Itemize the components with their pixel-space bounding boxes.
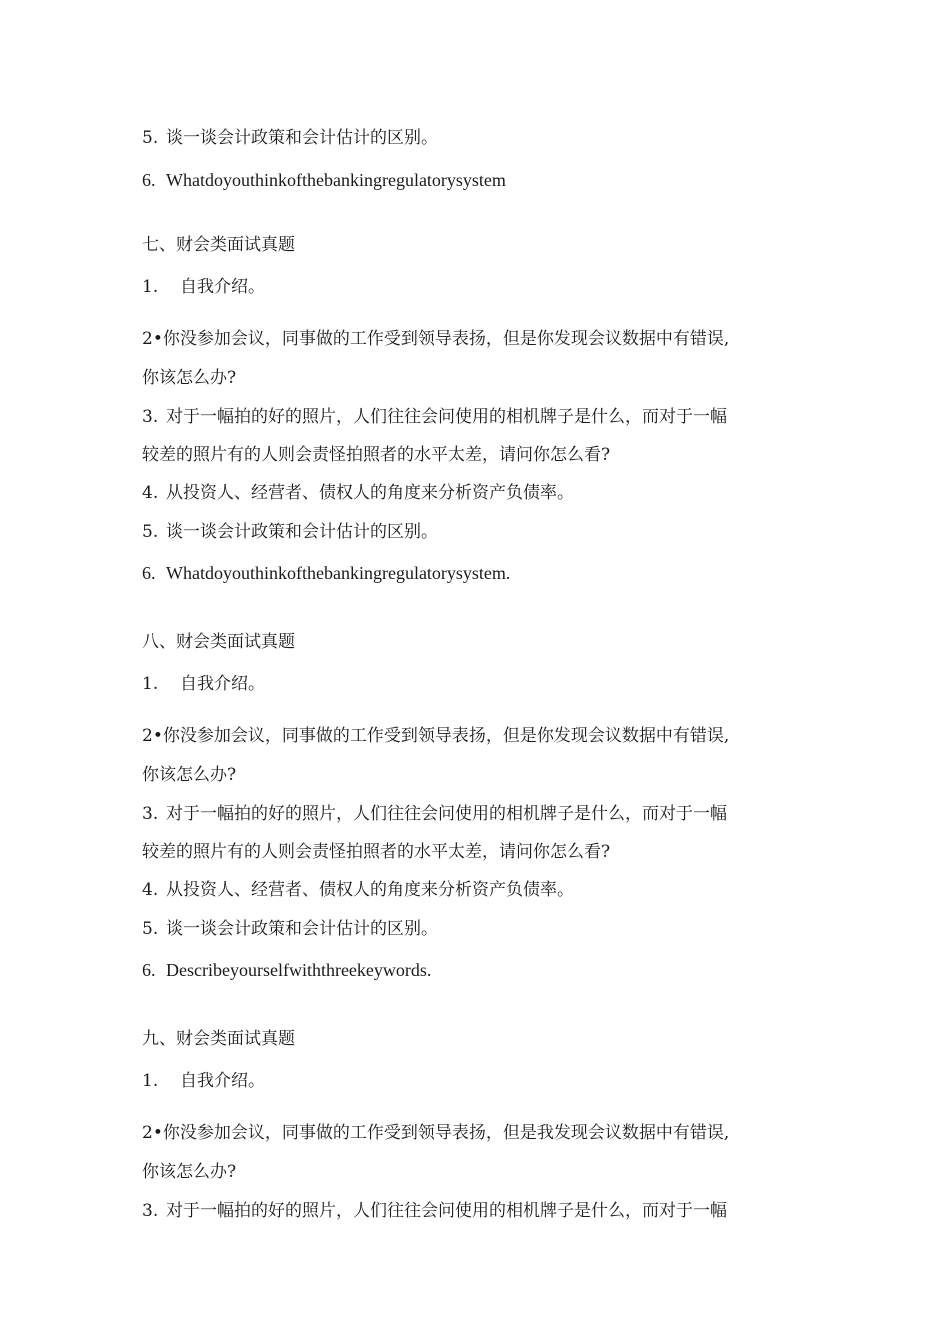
paragraph-line: 你该怎么办? [142,1162,237,1182]
item-number: 1. [142,1071,159,1091]
paragraph-line: 较差的照片有的人则会责怪拍照者的水平太差，请问你怎么看? [142,842,611,862]
item-text: 对于一幅拍的好的照片，人们往往会问使用的相机牌子是什么，而对于一幅 [166,1201,727,1221]
list-item [142,1199,822,1223]
list-item [142,878,822,902]
item-text: 对于一幅拍的好的照片，人们往往会问使用的相机牌子是什么，而对于一幅 [166,804,727,824]
item-text: Describeyourselfwiththreekeywords. [166,960,432,980]
item-number: 5. [142,919,159,939]
paragraph-line: 你该怎么办? [142,368,237,388]
paragraph-line: 2•你没参加会议，同事做的工作受到领导表扬，但是我发现会议数据中有错误, [142,1123,730,1143]
item-text: 从投资人、经营者、债权人的角度来分析资产负债率。 [166,483,574,503]
item-text: Whatdoyouthinkofthebankingregulatorysystem. [166,563,511,583]
list-item [142,168,822,192]
paragraph-line: 2•你没参加会议，同事做的工作受到领导表扬，但是你发现会议数据中有错误, [142,329,730,349]
item-text: 自我介绍。 [180,277,265,297]
item-number: 6. [142,170,156,190]
list-item [142,126,822,150]
section-heading: 九、财会类面试真题 [142,1029,295,1049]
item-number: 1. [142,277,159,297]
item-text: 谈一谈会计政策和会计估计的区别。 [166,522,438,542]
item-number: 5. [142,522,159,542]
list-item [142,917,822,941]
list-item [142,672,822,696]
item-number: 3. [142,804,159,824]
paragraph-line: 你该怎么办? [142,765,237,785]
item-number: 6. [142,563,156,583]
list-item [142,275,822,299]
item-text: 自我介绍。 [180,674,265,694]
item-text: 谈一谈会计政策和会计估计的区别。 [166,919,438,939]
item-number: 4. [142,483,159,503]
item-number: 5. [142,128,159,148]
list-item [142,520,822,544]
item-text: 自我介绍。 [180,1071,265,1091]
list-item [142,1069,822,1093]
item-text: 从投资人、经营者、债权人的角度来分析资产负债率。 [166,880,574,900]
section-heading: 八、财会类面试真题 [142,632,295,652]
item-text: Whatdoyouthinkofthebankingregulatorysystem [166,170,506,190]
list-item [142,481,822,505]
list-item [142,405,822,429]
item-number: 4. [142,880,159,900]
list-item [142,958,822,982]
item-number: 6. [142,960,156,980]
list-item [142,802,822,826]
item-number: 3. [142,407,159,427]
section-heading: 七、财会类面试真题 [142,235,295,255]
list-item [142,561,822,585]
paragraph-line: 2•你没参加会议，同事做的工作受到领导表扬，但是你发现会议数据中有错误, [142,726,730,746]
item-number: 3. [142,1201,159,1221]
paragraph-line: 较差的照片有的人则会责怪拍照者的水平太差，请问你怎么看? [142,445,611,465]
item-text: 对于一幅拍的好的照片，人们往往会问使用的相机牌子是什么，而对于一幅 [166,407,727,427]
item-number: 1. [142,674,159,694]
item-text: 谈一谈会计政策和会计估计的区别。 [166,128,438,148]
